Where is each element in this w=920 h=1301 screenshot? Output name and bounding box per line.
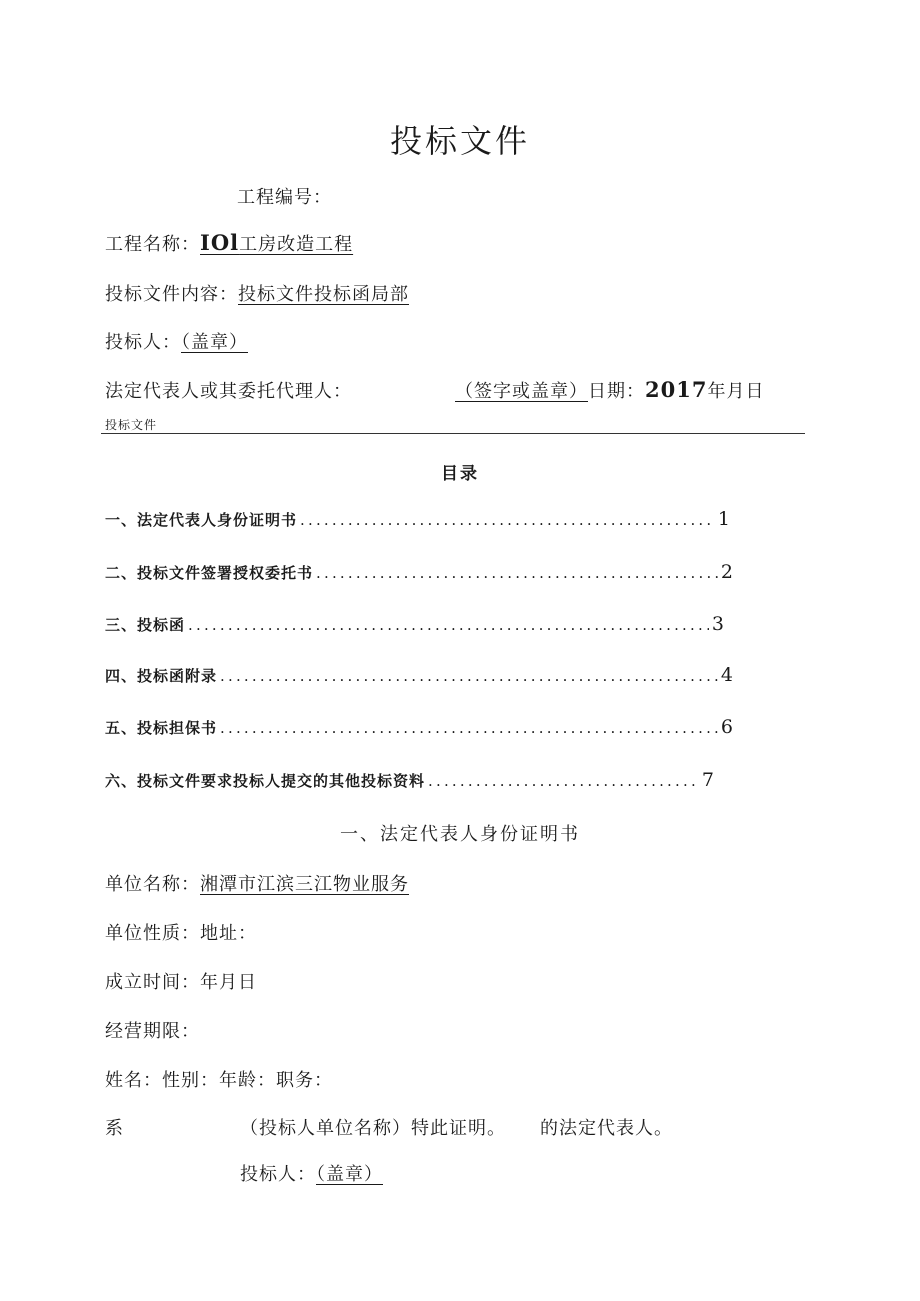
toc-leader-dots (428, 772, 699, 790)
section-bidder-field (240, 1160, 383, 1186)
toc-entry[interactable] (105, 769, 714, 795)
header-divider (101, 433, 805, 434)
toc-entry-page: 4 (720, 664, 733, 686)
operating-term-label: 经营期限： (105, 1021, 200, 1042)
date-label: 日期： (588, 381, 645, 402)
unit-name-label: 单位名称： (105, 874, 200, 895)
toc-entry[interactable] (105, 716, 733, 742)
toc-entry-page: 3 (711, 613, 724, 635)
unit-name-value: 湘潭市江滨三江物业服务 (200, 874, 409, 895)
unit-nature-address-label: 单位性质：地址： (105, 923, 257, 944)
bid-content-field (105, 280, 409, 306)
date-suffix: 年月日 (707, 381, 765, 402)
certification-prefix: 系 (105, 1118, 124, 1139)
unit-name-field (105, 870, 409, 896)
toc-leader-dots (220, 667, 718, 685)
signature-placeholder: （签字或盖章） (455, 381, 588, 402)
toc-leader-dots (300, 511, 715, 529)
toc-entry-page: 6 (720, 716, 733, 738)
bid-content-value: 投标文件投标函局部 (238, 284, 409, 305)
toc-entry[interactable] (105, 561, 733, 587)
toc-entry-page: 2 (720, 561, 733, 583)
certification-suffix: 的法定代表人。 (540, 1118, 673, 1139)
toc-leader-dots (316, 564, 718, 582)
section-bidder-label: 投标人： (240, 1164, 316, 1185)
bid-content-label: 投标文件内容： (105, 284, 238, 305)
person-info-label: 姓名：性别：年龄：职务： (105, 1070, 333, 1091)
toc-leader-dots (220, 719, 718, 737)
project-name-label: 工程名称： (105, 234, 200, 255)
bidder-field (105, 328, 248, 354)
toc-entry-label: 六、投标文件要求投标人提交的其他投标资料 (105, 772, 426, 790)
toc-title: 目录 (441, 464, 479, 484)
representative-label: 法定代表人或其委托代理人： (105, 381, 352, 402)
toc-entry-label: 四、投标函附录 (105, 667, 218, 685)
project-name-value: IOl工房改造工程 (200, 230, 354, 255)
bidder-seal: （盖章） (181, 332, 248, 353)
document-title: 投标文件 (389, 122, 530, 160)
project-number-label: 工程编号： (237, 187, 332, 208)
toc-entry-label: 五、投标担保书 (105, 719, 218, 737)
toc-entry[interactable] (105, 664, 733, 690)
project-name-field (105, 230, 353, 256)
toc-entry-page: 1 (717, 508, 730, 530)
section-bidder-seal: （盖章） (316, 1164, 383, 1185)
established-date-label: 成立时间：年月日 (105, 972, 257, 993)
section-heading: 一、法定代表人身份证明书 (340, 824, 580, 845)
toc-entry-label: 二、投标文件签署授权委托书 (105, 564, 314, 582)
bidder-label: 投标人： (105, 332, 181, 353)
certification-unit-text: （投标人单位名称）特此证明。 (240, 1118, 506, 1139)
toc-entry-label: 三、投标函 (105, 616, 186, 634)
toc-leader-dots (188, 616, 709, 634)
toc-entry-label: 一、法定代表人身份证明书 (105, 511, 298, 529)
toc-entry-page: 7 (701, 769, 714, 791)
toc-entry[interactable] (105, 508, 730, 534)
toc-entry[interactable] (105, 613, 724, 639)
running-header: 投标文件 (105, 418, 158, 432)
signature-date-field (455, 377, 764, 403)
date-year: 2017 (645, 377, 708, 402)
